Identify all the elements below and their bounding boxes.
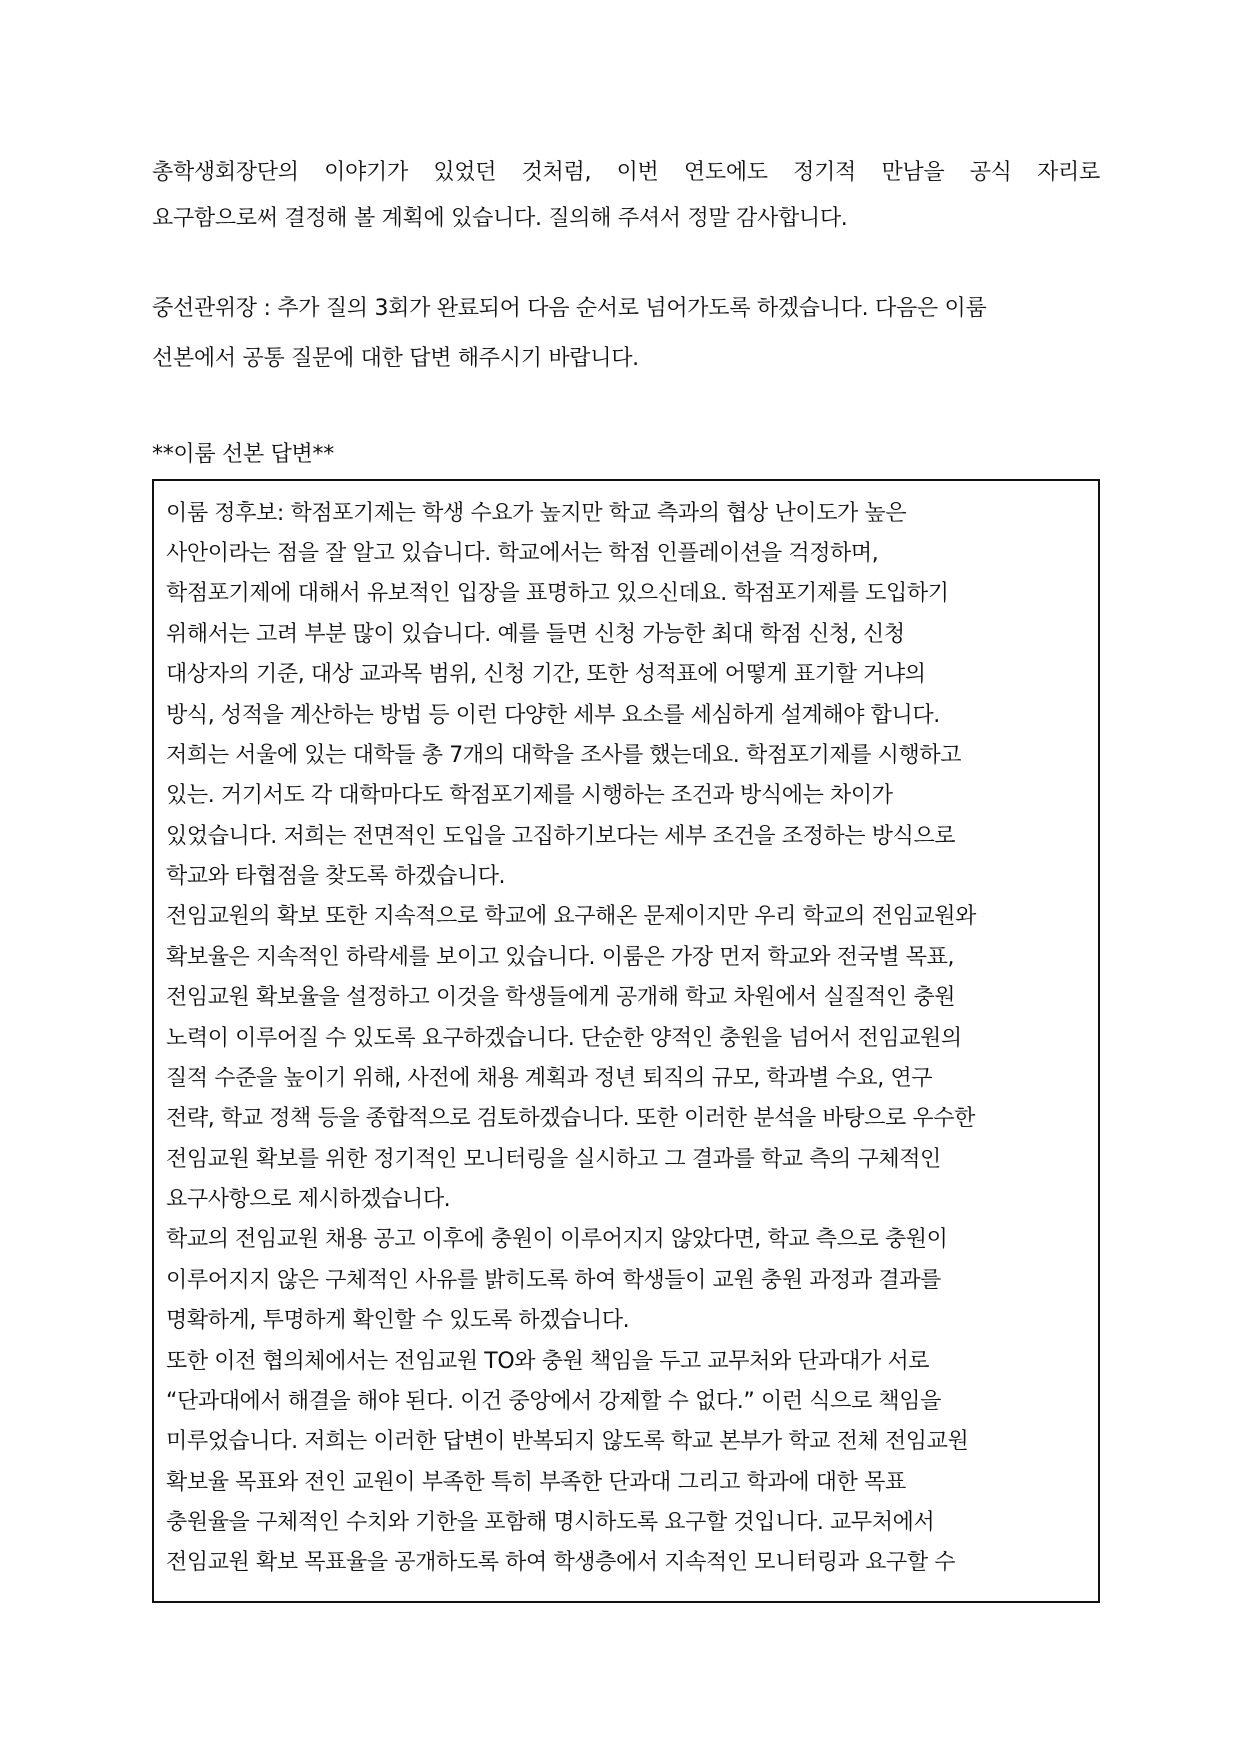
answer-line: 이루어지지 않은 구체적인 사유를 밝히도록 하여 학생들이 교원 충원 과정과 결과를 xyxy=(166,1268,941,1293)
answer-line: 전략, 학교 정책 등을 종합적으로 검토하겠습니다. 또한 이러한 분석을 바탕으로 우수한 xyxy=(166,1106,975,1131)
answer-line: 확보율은 지속적인 하락세를 보이고 있습니다. 이룸은 가장 먼저 학교와 전국별 목표, xyxy=(166,945,955,970)
intro-word: 정기적 xyxy=(793,160,857,185)
chair-line-1: 중선관위장 : 추가 질의 3회가 완료되어 다음 순서로 넘어가도록 하겠습니다. 다음은 이룸 xyxy=(152,296,987,321)
answer-line: 또한 이전 협의체에서는 전임교원 TO와 충원 책임을 두고 교무처와 단과대가 서로 xyxy=(166,1349,930,1374)
answer-line: 대상자의 기준, 대상 교과목 범위, 신청 기간, 또한 성적표에 어떻게 표기할 거냐의 xyxy=(166,662,926,687)
intro-word: 있었던 xyxy=(433,160,497,185)
answer-line: 위해서는 고려 부분 많이 있습니다. 예를 들면 신청 가능한 최대 학점 신청, 신청 xyxy=(166,622,905,647)
chair-line-2: 선본에서 공통 질문에 대한 답변 해주시기 바랍니다. xyxy=(152,346,639,371)
answer-line: 전임교원의 확보 또한 지속적으로 학교에 요구해온 문제이지만 우리 학교의 전임교원와 xyxy=(166,904,977,929)
answer-line: 방식, 성적을 계산하는 방법 등 이런 다양한 세부 요소를 세심하게 설계해야 합니다. xyxy=(166,703,940,728)
answer-line: 전임교원 확보를 위한 정기적인 모니터링을 실시하고 그 결과를 학교 측의 구체적인 xyxy=(166,1147,941,1172)
answer-line: 저희는 서울에 있는 대학들 총 7개의 대학을 조사를 했는데요. 학점포기제를 시행하고 xyxy=(166,743,962,768)
answer-line: 미루었습니다. 저희는 이러한 답변이 반복되지 않도록 학교 본부가 학교 전체 전임교원 xyxy=(166,1429,969,1454)
intro-word: 이야기가 xyxy=(324,160,408,185)
answer-line: 충원율을 구체적인 수치와 기한을 포함해 명시하도록 요구할 것입니다. 교무처에서 xyxy=(166,1510,935,1535)
answer-line: 학교의 전임교원 채용 공고 이후에 충원이 이루어지지 않았다면, 학교 측으로 충원이 xyxy=(166,1227,948,1252)
answer-line: 있었습니다. 저희는 전면적인 도입을 고집하기보다는 세부 조건을 조정하는 방식으로 xyxy=(166,824,956,849)
answer-line: 있는. 거기서도 각 대학마다도 학점포기제를 시행하는 조건과 방식에는 차이가 xyxy=(166,783,893,808)
section-heading: **이룸 선본 답변** xyxy=(152,442,334,467)
answer-line: 학점포기제에 대해서 유보적인 입장을 표명하고 있으신데요. 학점포기제를 도입하기 xyxy=(166,581,949,606)
intro-word: 공식 xyxy=(969,160,1012,185)
intro-word: 총학생회장단의 xyxy=(152,160,299,185)
answer-line: “단과대에서 해결을 해야 된다. 이건 중앙에서 강제할 수 없다.” 이런 식으로 책임을 xyxy=(166,1389,941,1414)
intro-word: 이번 xyxy=(616,160,659,185)
answer-line: 요구사항으로 제시하겠습니다. xyxy=(166,1187,451,1212)
answer-line: 명확하게, 투명하게 확인할 수 있도록 하겠습니다. xyxy=(166,1308,630,1333)
answer-line: 전임교원 확보 목표율을 공개하도록 하여 학생층에서 지속적인 모니터링과 요구할 수 xyxy=(166,1550,956,1575)
answer-line: 이룸 정후보: 학점포기제는 학생 수요가 높지만 학교 측과의 협상 난이도가 높은 xyxy=(166,501,907,526)
intro-word: 연도에도 xyxy=(683,160,768,185)
answer-line: 사안이라는 점을 잘 알고 있습니다. 학교에서는 학점 인플레이션을 걱정하며, xyxy=(166,541,879,566)
answer-line: 전임교원 확보율을 설정하고 이것을 학생들에게 공개해 학교 차원에서 실질적인 충원 xyxy=(166,985,956,1010)
answer-line: 확보율 목표와 전인 교원이 부족한 특히 부족한 단과대 그리고 학과에 대한 목표 xyxy=(166,1470,906,1495)
answer-box xyxy=(152,479,1100,1603)
intro-word: 것처럼, xyxy=(521,160,592,185)
answer-line: 노력이 이루어질 수 있도록 요구하겠습니다. 단순한 양적인 충원을 넘어서 전임교원의 xyxy=(166,1026,962,1051)
intro-line-1 xyxy=(152,157,1100,189)
answer-line: 학교와 타협점을 찾도록 하겠습니다. xyxy=(166,864,506,889)
intro-line-2: 요구함으로써 결정해 볼 계획에 있습니다. 질의해 주셔서 정말 감사합니다. xyxy=(152,206,848,231)
intro-word: 자리로 xyxy=(1037,160,1100,185)
intro-word: 만남을 xyxy=(881,160,945,185)
answer-line: 질적 수준을 높이기 위해, 사전에 채용 계획과 정년 퇴직의 규모, 학과별 수요, 연구 xyxy=(166,1066,933,1091)
